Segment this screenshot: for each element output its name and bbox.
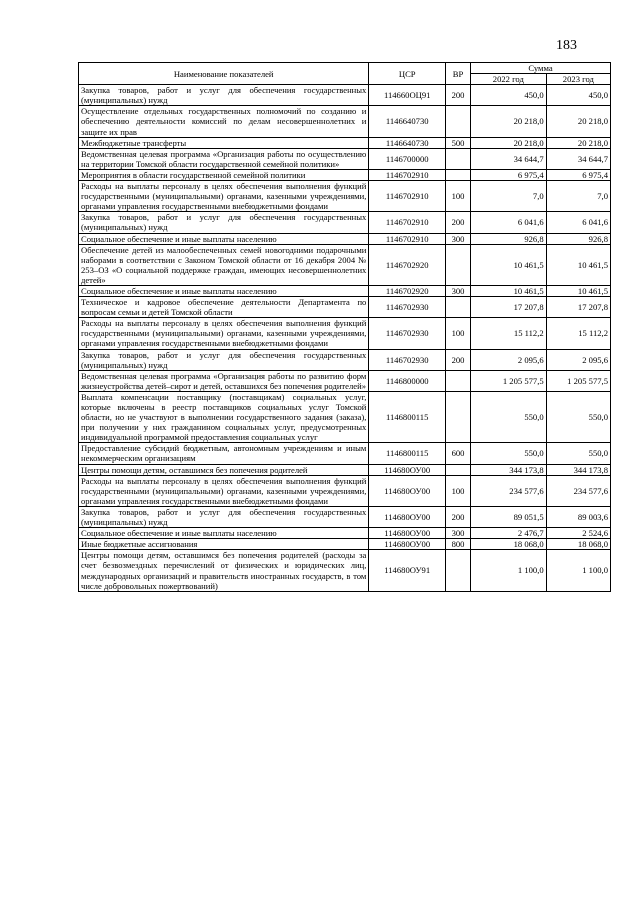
row-amount-2022: 10 461,5 (470, 285, 546, 296)
table-row (79, 244, 611, 285)
row-csr-code: 1146640730 (369, 137, 446, 148)
row-amount-2023: 17 207,8 (546, 297, 610, 318)
header-csr: ЦСР (369, 63, 446, 85)
row-name: Выплата компенсации поставщику (поставщикам) социальных услуг, которые включены в реестр поставщиков социальных услуг Томской области, но не участвуют в выполнении государственного задания (заказа), при получении у них гражданином социальных услуг, предусмотренных индивидуальной программой предоставления социальных услуг (79, 391, 369, 442)
row-csr-code: 1146700000 (369, 148, 446, 169)
row-csr-code: 1146702930 (369, 318, 446, 349)
row-csr-code: 1146702910 (369, 212, 446, 233)
row-amount-2022: 550,0 (470, 391, 546, 442)
row-amount-2022: 2 476,7 (470, 528, 546, 539)
row-csr-code: 1146702930 (369, 297, 446, 318)
row-amount-2022: 7,0 (470, 181, 546, 212)
row-amount-2023: 18 068,0 (546, 539, 610, 550)
row-amount-2023: 89 003,6 (546, 506, 610, 527)
row-name: Закупка товаров, работ и услуг для обеспечения государственных (муниципальных) нужд (79, 212, 369, 233)
row-csr-code: 1146702930 (369, 349, 446, 370)
table-row (79, 181, 611, 212)
row-name: Расходы на выплаты персоналу в целях обеспечения выполнения функций государственными (муниципальными) органами, казенными учреждениями, органами управления государственными внебюджетными фондами (79, 318, 369, 349)
row-amount-2023: 1 100,0 (546, 550, 610, 591)
row-name: Центры помощи детям, оставшимся без попечения родителей (79, 464, 369, 475)
table-row (79, 297, 611, 318)
header-name: Наименование показателей (79, 63, 369, 85)
row-amount-2022: 15 112,2 (470, 318, 546, 349)
row-amount-2023: 34 644,7 (546, 148, 610, 169)
row-amount-2022: 18 068,0 (470, 539, 546, 550)
row-amount-2023: 20 218,0 (546, 137, 610, 148)
row-csr-code: 114680ОУ00 (369, 528, 446, 539)
row-amount-2023: 10 461,5 (546, 244, 610, 285)
row-amount-2023: 6 975,4 (546, 169, 610, 180)
row-amount-2023: 450,0 (546, 85, 610, 106)
row-amount-2022: 450,0 (470, 85, 546, 106)
row-amount-2022: 20 218,0 (470, 106, 546, 137)
row-csr-code: 1146702920 (369, 244, 446, 285)
row-amount-2022: 926,8 (470, 233, 546, 244)
row-vr-code: 100 (446, 475, 471, 506)
row-amount-2022: 89 051,5 (470, 506, 546, 527)
row-name: Ведомственная целевая программа «Организация работы по осуществлению на территории Томской области государственной семейной политики» (79, 148, 369, 169)
row-name: Социальное обеспечение и иные выплаты населению (79, 233, 369, 244)
row-amount-2023: 550,0 (546, 443, 610, 464)
row-name: Осуществление отдельных государственных полномочий по созданию и обеспечению деятельности комиссий по делам несовершеннолетних и защите их прав (79, 106, 369, 137)
table-body (79, 85, 611, 592)
row-csr-code: 114680ОУ00 (369, 506, 446, 527)
table-row (79, 148, 611, 169)
row-name: Мероприятия в области государственной семейной политики (79, 169, 369, 180)
row-amount-2023: 1 205 577,5 (546, 370, 610, 391)
row-amount-2022: 20 218,0 (470, 137, 546, 148)
row-amount-2022: 1 205 577,5 (470, 370, 546, 391)
row-csr-code: 1146702910 (369, 181, 446, 212)
row-csr-code: 1146702910 (369, 169, 446, 180)
row-name: Иные бюджетные ассигнования (79, 539, 369, 550)
row-csr-code: 1146800115 (369, 391, 446, 442)
row-name: Межбюджетные трансферты (79, 137, 369, 148)
row-csr-code: 1146800115 (369, 443, 446, 464)
table-row (79, 391, 611, 442)
header-year-2022: 2022 год (470, 74, 546, 85)
row-amount-2022: 6 041,6 (470, 212, 546, 233)
row-name: Расходы на выплаты персоналу в целях обеспечения выполнения функций государственными (муниципальными) органами, казенными учреждениями, органами управления государственными внебюджетными фондами (79, 181, 369, 212)
row-amount-2023: 10 461,5 (546, 285, 610, 296)
page-number: 183 (556, 38, 577, 53)
row-csr-code: 1146800000 (369, 370, 446, 391)
header-year-2023: 2023 год (546, 74, 610, 85)
row-amount-2023: 20 218,0 (546, 106, 610, 137)
row-amount-2022: 234 577,6 (470, 475, 546, 506)
row-name: Расходы на выплаты персоналу в целях обеспечения выполнения функций государственными (муниципальными) органами, казенными учреждениями, органами управления государственными внебюджетными фондами (79, 475, 369, 506)
table-header (79, 63, 611, 85)
table-row (79, 137, 611, 148)
row-vr-code (446, 106, 471, 137)
row-vr-code (446, 550, 471, 591)
row-csr-code: 114680ОУ00 (369, 464, 446, 475)
table-row (79, 464, 611, 475)
row-name: Социальное обеспечение и иные выплаты населению (79, 285, 369, 296)
table-row (79, 528, 611, 539)
row-vr-code: 300 (446, 285, 471, 296)
row-csr-code: 114660ОЦ91 (369, 85, 446, 106)
row-csr-code: 114680ОУ00 (369, 475, 446, 506)
row-amount-2022: 6 975,4 (470, 169, 546, 180)
header-sum: Сумма (470, 63, 610, 74)
table-row (79, 370, 611, 391)
table-row (79, 475, 611, 506)
row-amount-2022: 10 461,5 (470, 244, 546, 285)
row-vr-code: 100 (446, 181, 471, 212)
table-row (79, 349, 611, 370)
header-vr: ВР (446, 63, 471, 85)
row-vr-code: 800 (446, 539, 471, 550)
row-vr-code: 500 (446, 137, 471, 148)
row-amount-2022: 17 207,8 (470, 297, 546, 318)
row-amount-2023: 550,0 (546, 391, 610, 442)
row-vr-code: 200 (446, 212, 471, 233)
row-vr-code (446, 464, 471, 475)
row-vr-code: 300 (446, 233, 471, 244)
table-row (79, 85, 611, 106)
table-row (79, 318, 611, 349)
budget-table (78, 62, 611, 592)
row-vr-code (446, 148, 471, 169)
row-csr-code: 114680ОУ00 (369, 539, 446, 550)
row-amount-2023: 926,8 (546, 233, 610, 244)
row-amount-2022: 34 644,7 (470, 148, 546, 169)
row-amount-2023: 6 041,6 (546, 212, 610, 233)
table-row (79, 212, 611, 233)
row-vr-code (446, 244, 471, 285)
row-vr-code (446, 391, 471, 442)
row-name: Закупка товаров, работ и услуг для обеспечения государственных (муниципальных) нужд (79, 85, 369, 106)
row-name: Ведомственная целевая программа «Организация работы по развитию форм жизнеустройства детей–сирот и детей, оставшихся без попечения родителей» (79, 370, 369, 391)
row-name: Центры помощи детям, оставшимся без попечения родителей (расходы за счет безвозмездных перечислений от физических и юридических лиц, международных организаций и правительств иностранных государств, в том числе добровольных пожертвований) (79, 550, 369, 591)
row-name: Обеспечение детей из малообеспеченных семей новогодними подарочными наборами в соответствии с Законом Томской области от 16 декабря 2004 № 253–ОЗ «О социальной поддержке граждан, имеющих несовершеннолетних детей» (79, 244, 369, 285)
table-row (79, 506, 611, 527)
row-name: Социальное обеспечение и иные выплаты населению (79, 528, 369, 539)
row-amount-2023: 15 112,2 (546, 318, 610, 349)
table-row (79, 443, 611, 464)
row-csr-code: 1146640730 (369, 106, 446, 137)
row-amount-2023: 7,0 (546, 181, 610, 212)
row-name: Закупка товаров, работ и услуг для обеспечения государственных (муниципальных) нужд (79, 349, 369, 370)
row-vr-code (446, 169, 471, 180)
row-vr-code: 200 (446, 85, 471, 106)
row-vr-code: 200 (446, 349, 471, 370)
row-amount-2023: 2 524,6 (546, 528, 610, 539)
table-row (79, 550, 611, 591)
row-amount-2023: 344 173,8 (546, 464, 610, 475)
row-amount-2022: 2 095,6 (470, 349, 546, 370)
row-name: Предоставление субсидий бюджетным, автономным учреждениям и иным некоммерческим организациям (79, 443, 369, 464)
table-row (79, 285, 611, 296)
row-vr-code: 300 (446, 528, 471, 539)
row-vr-code (446, 370, 471, 391)
row-csr-code: 1146702920 (369, 285, 446, 296)
row-vr-code: 600 (446, 443, 471, 464)
row-csr-code: 1146702910 (369, 233, 446, 244)
row-name: Техническое и кадровое обеспечение деятельности Департамента по вопросам семьи и детей Томской области (79, 297, 369, 318)
table-row (79, 106, 611, 137)
row-amount-2022: 550,0 (470, 443, 546, 464)
row-amount-2023: 2 095,6 (546, 349, 610, 370)
row-amount-2023: 234 577,6 (546, 475, 610, 506)
row-vr-code: 200 (446, 506, 471, 527)
row-amount-2022: 1 100,0 (470, 550, 546, 591)
row-csr-code: 114680ОУ91 (369, 550, 446, 591)
row-vr-code: 100 (446, 318, 471, 349)
table-row (79, 169, 611, 180)
row-amount-2022: 344 173,8 (470, 464, 546, 475)
table-row (79, 233, 611, 244)
table-row (79, 539, 611, 550)
row-vr-code (446, 297, 471, 318)
row-name: Закупка товаров, работ и услуг для обеспечения государственных (муниципальных) нужд (79, 506, 369, 527)
